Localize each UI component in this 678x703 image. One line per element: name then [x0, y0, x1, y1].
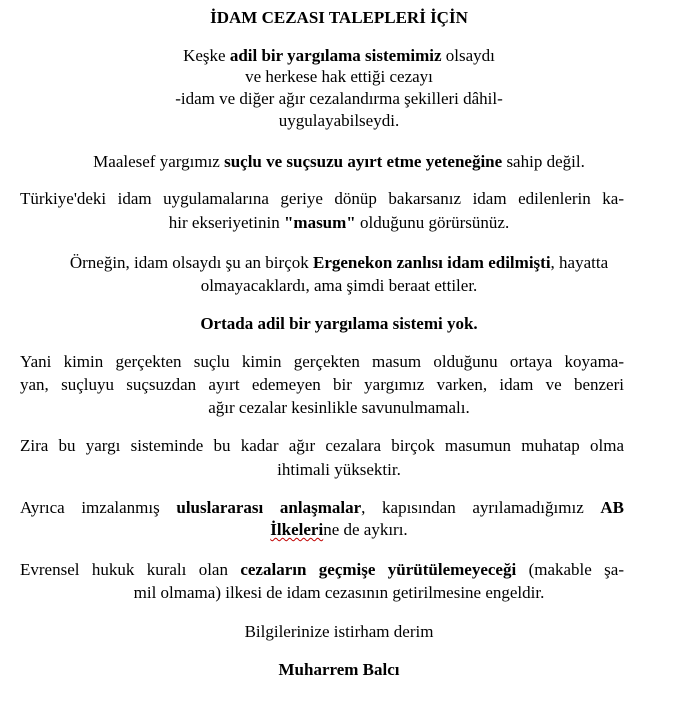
paragraph-9-line-1: Evrensel hukuk kuralı olan cezaların geçmişe yürütülemeyeceği (makable şa- [20, 560, 624, 579]
paragraph-1-line-4: uygulayabilseydi. [278, 111, 400, 130]
paragraph-1-line-2: ve herkese hak ettiği cezayı [245, 67, 433, 86]
paragraph-3-line-1: Türkiye'deki idam uygulamalarına geriye dönüp bakarsanız idam edilenlerin ka- [20, 189, 624, 208]
document-title: İDAM CEZASI TALEPLERİ İÇİN [210, 8, 468, 27]
paragraph-2: Maalesef yargımız suçlu ve suçsuzu ayırt etme yeteneğine sahip değil. [93, 152, 585, 171]
paragraph-6-line-1: Yani kimin gerçekten suçlu kimin gerçekten masum olduğunu ortaya koyama- [20, 352, 624, 371]
paragraph-8-line-1: Ayrıca imzalanmış uluslararası anlaşmalar, kapısından ayrılamadığımız AB [20, 498, 625, 517]
paragraph-5: Ortada adil bir yargılama sistemi yok. [200, 314, 478, 333]
paragraph-6-line-3: ağır cezalar kesinlikle savunulmamalı. [208, 398, 470, 417]
paragraph-3-line-2: hir ekseriyetinin "masum" olduğunu görürsünüz. [168, 213, 510, 232]
closing-line: Bilgilerinize istirham derim [244, 622, 434, 641]
paragraph-6-line-2: yan, suçluyu suçsuzdan ayırt edemeyen bir yargımız varken, idam ve benzeri [20, 375, 624, 394]
paragraph-7-line-1: Zira bu yargı sisteminde bu kadar ağır cezalara birçok masumun muhatap olma [20, 436, 624, 455]
paragraph-1-line-3: -idam ve diğer ağır cezalandırma şekilleri dâhil- [175, 89, 503, 108]
paragraph-4-line-2: olmayacaklardı, ama şimdi beraat ettiler. [200, 276, 478, 295]
signature: Muharrem Balcı [278, 660, 400, 679]
paragraph-7-line-2: ihtimali yüksektir. [277, 460, 401, 479]
paragraph-1-line-1: Keşke adil bir yargılama sistemimiz olsaydı [183, 46, 495, 65]
spellcheck-underlined-word: İlkeleri [270, 520, 324, 539]
paragraph-9-line-2: mil olmama) ilkesi de idam cezasının getirilmesine engeldir. [133, 583, 545, 602]
paragraph-4-line-1: Örneğin, idam olsaydı şu an birçok Ergenekon zanlısı idam edilmişti, hayatta [69, 253, 609, 272]
paragraph-8-line-2: İlkelerine de aykırı. [270, 520, 408, 539]
